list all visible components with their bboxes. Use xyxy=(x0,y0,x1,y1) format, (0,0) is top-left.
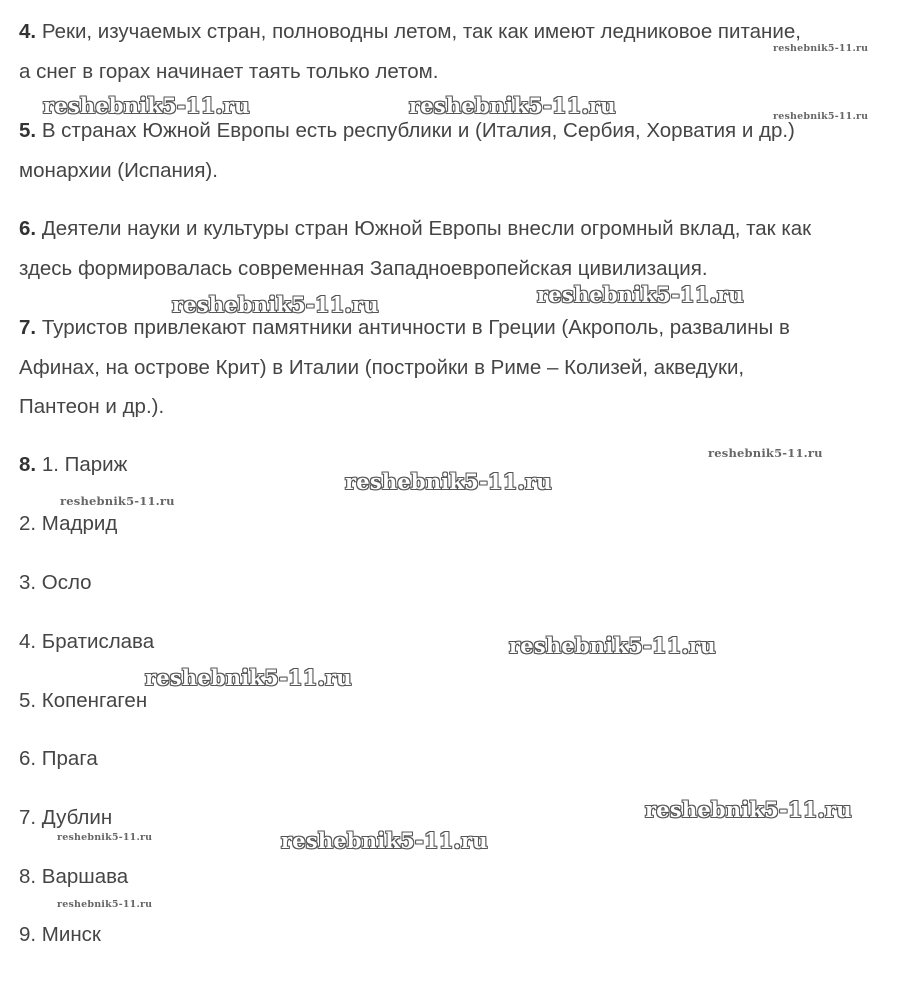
list-item xyxy=(19,688,147,714)
watermark: reshebnik5-11.ru xyxy=(281,828,488,853)
list-item xyxy=(19,452,127,478)
answer-5-line-1 xyxy=(19,118,795,144)
list-item-text: 3. Осло xyxy=(19,571,92,594)
answer-7-line-1 xyxy=(19,315,790,341)
answer-7-line-3 xyxy=(19,394,164,420)
watermark: reshebnik5-11.ru xyxy=(57,832,153,843)
watermark: reshebnik5-11.ru xyxy=(57,899,153,910)
watermark: reshebnik5-11.ru xyxy=(409,93,616,118)
list-item xyxy=(19,629,154,655)
list-item xyxy=(19,805,112,831)
answer-5-text-2: монархии (Испания). xyxy=(19,159,218,182)
answer-7-text-2: Афинах, на острове Крит) в Италии (постройки в Риме – Колизей, акведуки, xyxy=(19,356,745,379)
list-item-text: 7. Дублин xyxy=(19,806,113,829)
answer-5-line-2 xyxy=(19,158,218,184)
answer-4-line-1 xyxy=(19,19,801,45)
list-item-text: 9. Минск xyxy=(19,923,101,946)
answer-7-line-2 xyxy=(19,355,744,381)
list-item xyxy=(19,511,117,537)
watermark: reshebnik5-11.ru xyxy=(773,43,869,54)
answer-6-text-2: здесь формировалась современная Западноевропейская цивилизация. xyxy=(19,257,708,280)
list-item xyxy=(19,864,128,890)
watermark: reshebnik5-11.ru xyxy=(43,93,250,118)
answer-4-text-2: а снег в горах начинает таять только летом. xyxy=(19,60,439,83)
answer-6-text-1: Деятели науки и культуры стран Южной Европы внесли огромный вклад, так как xyxy=(41,217,812,240)
watermark: reshebnik5-11.ru xyxy=(708,446,823,460)
watermark: reshebnik5-11.ru xyxy=(537,282,744,307)
answer-7-number: 7. xyxy=(19,316,37,339)
answer-8-number: 8. xyxy=(19,453,37,476)
watermark: reshebnik5-11.ru xyxy=(645,797,852,822)
watermark: reshebnik5-11.ru xyxy=(773,111,869,122)
list-item xyxy=(19,922,101,948)
list-item xyxy=(19,746,98,772)
list-item-text: 1. Париж xyxy=(41,453,128,476)
answer-6-line-2 xyxy=(19,256,708,282)
list-item-text: 8. Варшава xyxy=(19,865,129,888)
watermark: reshebnik5-11.ru xyxy=(145,665,352,690)
answer-4-line-2 xyxy=(19,59,438,85)
answer-4-text-1: Реки, изучаемых стран, полноводны летом, так как имеют ледниковое питание, xyxy=(41,20,801,43)
list-item xyxy=(19,570,92,596)
watermark: reshebnik5-11.ru xyxy=(345,469,552,494)
answer-7-text-3: Пантеон и др.). xyxy=(19,395,165,418)
answer-5-text-1: В странах Южной Европы есть республики и (Италия, Сербия, Хорватия и др.) xyxy=(41,119,795,142)
list-item-text: 5. Копенгаген xyxy=(19,689,148,712)
list-item-text: 2. Мадрид xyxy=(19,512,118,535)
answer-7-text-1: Туристов привлекают памятники античности в Греции (Акрополь, развалины в xyxy=(41,316,790,339)
answer-6-number: 6. xyxy=(19,217,37,240)
watermark: reshebnik5-11.ru xyxy=(172,292,379,317)
answer-6-line-1 xyxy=(19,216,811,242)
list-item-text: 4. Братислава xyxy=(19,630,155,653)
watermark: reshebnik5-11.ru xyxy=(509,633,716,658)
watermark: reshebnik5-11.ru xyxy=(60,494,175,508)
answer-4-number: 4. xyxy=(19,20,37,43)
list-item-text: 6. Прага xyxy=(19,747,98,770)
answer-5-number: 5. xyxy=(19,119,37,142)
